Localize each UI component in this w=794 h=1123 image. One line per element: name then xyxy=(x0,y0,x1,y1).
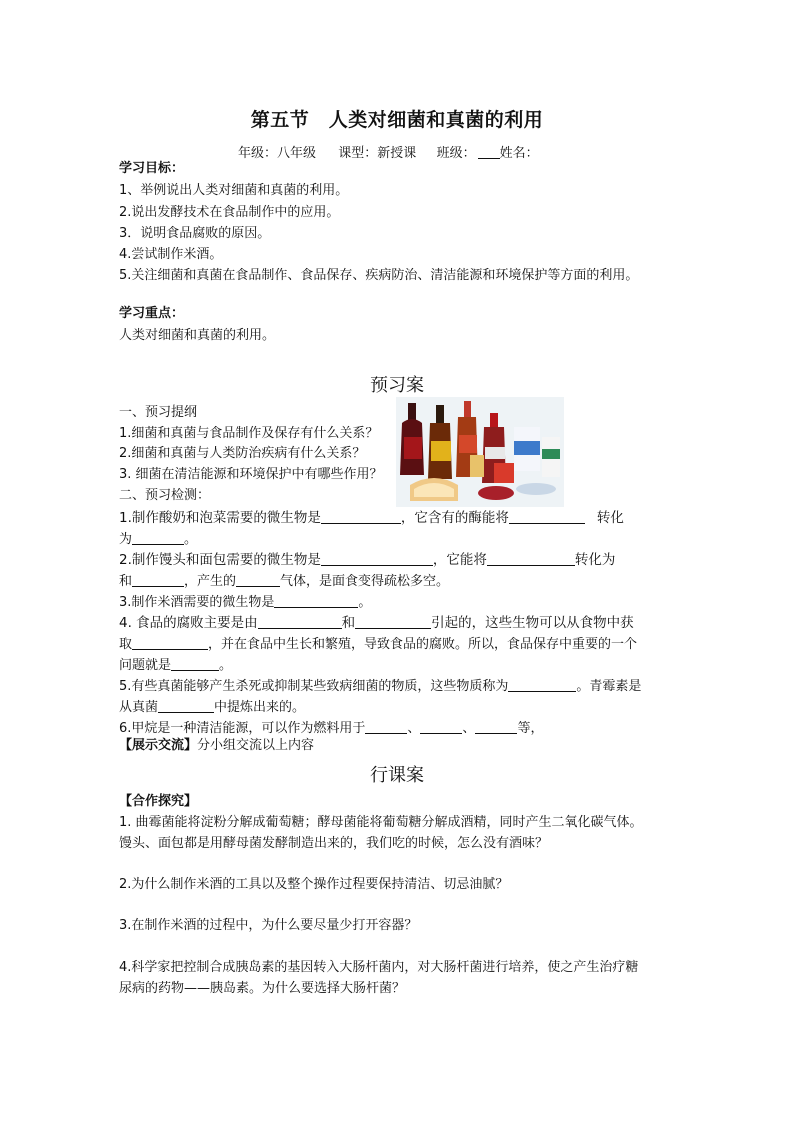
page-title: 第五节 人类对细菌和真菌的利用 xyxy=(250,109,544,131)
lesson-question-2: 2.为什么制作米酒的工具以及整个操作过程要保持清洁、切忌油腻？ xyxy=(119,877,509,892)
answer-blank[interactable] xyxy=(365,720,407,734)
check-question-5: 5.有些真菌能够产生杀死或抑制某些致病细菌的物质，这些物质称为 。青霉素是 xyxy=(119,679,642,694)
answer-blank[interactable] xyxy=(158,699,214,713)
lesson-question-4: 4.科学家把控制合成胰岛素的基因转入大肠杆菌内，对大肠杆菌进行培养，使之产生治疗糖 xyxy=(119,960,639,975)
answer-blank[interactable] xyxy=(355,615,431,629)
outline-item: 2.细菌和真菌与人类防治疾病有什么关系？ xyxy=(119,446,366,461)
objective-item: 4.尝试制作米酒。 xyxy=(119,247,223,262)
objectives-heading: 学习目标： xyxy=(119,161,185,176)
show-exchange-text: 分小组交流以上内容 xyxy=(197,738,315,753)
check-question-4-end: 问题就是 。 xyxy=(119,658,233,673)
check-question-4-cont: 取 ，并在食品中生长和繁殖，导致食品的腐败。所以，食品保存中重要的一个 xyxy=(119,637,638,652)
lesson-question-4-cont: 尿病的药物——胰岛素。为什么要选择大肠杆菌？ xyxy=(119,981,406,996)
answer-blank[interactable] xyxy=(132,531,184,545)
answer-blank[interactable] xyxy=(274,594,358,608)
objective-item: 3．说明食品腐败的原因。 xyxy=(119,226,271,241)
answer-blank[interactable] xyxy=(132,636,208,650)
answer-blank[interactable] xyxy=(236,573,280,587)
objective-item: 1、举例说出人类对细菌和真菌的利用。 xyxy=(119,183,349,198)
key-points-heading: 学习重点： xyxy=(119,306,185,321)
check-question-3: 3.制作米酒需要的微生物是 。 xyxy=(119,595,372,610)
check-question-2-cont: 和 ，产生的 气体，是面食变得疏松多空。 xyxy=(119,574,450,589)
answer-blank[interactable] xyxy=(487,552,575,566)
objective-item: 2.说出发酵技术在食品制作中的应用。 xyxy=(119,205,340,220)
lesson-question-1-cont: 馒头、面包都是用酵母菌发酵制造出来的，我们吃的时候，怎么没有酒味？ xyxy=(119,836,549,851)
answer-blank[interactable] xyxy=(509,510,585,524)
food-products-image xyxy=(396,397,564,507)
answer-blank[interactable] xyxy=(508,678,576,692)
lesson-question-3: 3.在制作米酒的过程中，为什么要尽量少打开容器？ xyxy=(119,918,418,933)
check-question-1: 1.制作酸奶和泡菜需要的微生物是 ，它含有的酶能将 转化 xyxy=(119,510,624,526)
grade-label: 年级：八年级 xyxy=(238,146,317,161)
check-heading: 二、预习检测： xyxy=(119,488,211,503)
answer-blank[interactable] xyxy=(475,720,517,734)
answer-blank[interactable] xyxy=(321,510,401,524)
answer-blank[interactable] xyxy=(258,615,342,629)
answer-blank[interactable] xyxy=(132,573,184,587)
check-question-2: 2.制作馒头和面包需要的微生物是 ，它能将 转化为 xyxy=(119,552,616,568)
objective-item: 5.关注细菌和真菌在食品制作、食品保存、疾病防治、清洁能源和环境保护等方面的利用。 xyxy=(119,268,639,283)
outline-item: 3. 细菌在清洁能源和环境保护中有哪些作用？ xyxy=(119,467,383,482)
answer-blank[interactable] xyxy=(321,552,433,566)
show-exchange-label: 【展示交流】 xyxy=(119,738,198,753)
lesson-meta xyxy=(238,142,539,161)
check-question-6: 6.甲烷是一种清洁能源，可以作为燃料用于 、 、 等， xyxy=(119,721,544,736)
lesson-type-label: 课型：新授课 xyxy=(338,146,417,161)
outline-item: 1.细菌和真菌与食品制作及保存有什么关系？ xyxy=(119,426,379,441)
preview-heading: 预习案 xyxy=(370,375,424,396)
lesson-question-1: 1. 曲霉菌能将淀粉分解成葡萄糖；酵母菌能将葡萄糖分解成酒精，同时产生二氧化碳气体。 xyxy=(119,815,643,830)
class-blank[interactable] xyxy=(478,146,500,159)
cooperation-label: 【合作探究】 xyxy=(119,794,198,809)
name-label: 姓名： xyxy=(499,146,539,161)
key-points-text: 人类对细菌和真菌的利用。 xyxy=(119,328,276,343)
show-exchange xyxy=(119,738,314,754)
answer-blank[interactable] xyxy=(171,657,219,671)
lesson-heading: 行课案 xyxy=(370,765,424,786)
check-question-5-cont: 从真菌 中提炼出来的。 xyxy=(119,700,306,715)
outline-heading: 一、预习提纲 xyxy=(119,405,198,420)
class-label: 班级： xyxy=(436,146,476,161)
check-question-4: 4. 食品的腐败主要是由 和 引起的，这些生物可以从食物中获 xyxy=(119,615,634,631)
answer-blank[interactable] xyxy=(420,720,462,734)
check-question-1-cont: 为 。 xyxy=(119,532,198,547)
